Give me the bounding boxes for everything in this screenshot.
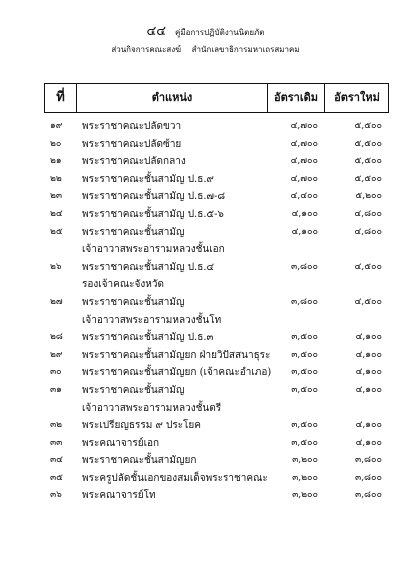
row-new-rate: ๕,๕๐๐ xyxy=(354,173,382,184)
row-position: พระราชาคณะชั้นสามัญยก (เจ้าคณะอำเภอ) xyxy=(82,367,272,379)
row-new-rate: ๕,๕๐๐ xyxy=(354,156,382,167)
row-number: ๒๙ xyxy=(50,349,63,360)
row-position: พระราชาคณะชั้นสามัญ xyxy=(82,296,185,308)
organization-division: ส่วนกิจการคณะสงฆ์ xyxy=(111,45,182,54)
row-new-rate: ๔,๑๐๐ xyxy=(355,420,382,431)
row-position: พระราชาคณะชั้นสามัญ ป.ธ.๓ xyxy=(82,332,214,344)
row-position: พระคณาจารย์โท xyxy=(82,490,156,502)
table-row xyxy=(44,276,389,294)
row-position: พระราชาคณะชั้นสามัญ ป.ธ.๔ xyxy=(82,261,215,273)
row-position: พระราชาคณะชั้นสามัญยก ฝ่ายวิปัสสนาธุระ xyxy=(82,349,271,361)
row-old-rate: ๓,๒๐๐ xyxy=(292,490,318,501)
row-position: พระราชาคณะปลัดกลาง xyxy=(82,156,186,168)
row-number: ๒๑ xyxy=(50,156,62,167)
row-old-rate: ๔,๗๐๐ xyxy=(290,138,318,149)
row-new-rate: ๓,๘๐๐ xyxy=(355,472,382,483)
row-new-rate: ๔,๑๐๐ xyxy=(355,349,382,360)
row-position: พระราชาคณะชั้นสามัญ ป.ธ.๗-๘ xyxy=(82,191,226,203)
row-number: ๓๕ xyxy=(50,472,63,483)
row-old-rate: ๔,๗๐๐ xyxy=(290,173,318,184)
table-row xyxy=(44,171,389,189)
row-old-rate: ๓,๒๐๐ xyxy=(292,455,318,466)
row-position: เจ้าอาวาสพระอารามหลวงชั้นตรี xyxy=(82,402,222,414)
organization-line xyxy=(0,46,411,54)
row-new-rate: ๔,๑๐๐ xyxy=(355,384,382,395)
row-position: พระเปรียญธรรม ๙ ประโยค xyxy=(82,420,201,432)
table-row xyxy=(44,188,389,206)
row-old-rate: ๓,๕๐๐ xyxy=(291,367,318,378)
row-position: พระราชาคณะปลัดซ้าย xyxy=(82,138,182,150)
table-row xyxy=(44,364,389,382)
row-number: ๒๒ xyxy=(50,173,62,184)
row-position: เจ้าอาวาสพระอารามหลวงชั้นโท xyxy=(82,314,222,326)
organization-office: สำนักเลขาธิการมหาเถรสมาคม xyxy=(191,45,300,54)
row-position: พระราชาคณะชั้นสามัญ xyxy=(82,384,185,396)
page-header xyxy=(0,25,411,38)
table-row xyxy=(44,294,389,312)
table-row xyxy=(44,259,389,277)
row-old-rate: ๔,๗๐๐ xyxy=(290,156,318,167)
row-number: ๓๓ xyxy=(50,437,63,448)
row-number: ๒๗ xyxy=(50,296,63,307)
row-new-rate: ๓,๘๐๐ xyxy=(355,455,382,466)
document-title: คู่มือการปฏิบัติงานนิตยภัต xyxy=(175,28,265,37)
column-header-position: ตำแหน่ง xyxy=(77,84,268,112)
row-old-rate: ๓,๘๐๐ xyxy=(291,261,318,272)
row-old-rate: ๓,๕๐๐ xyxy=(291,332,318,343)
table-row xyxy=(44,312,389,330)
row-new-rate: ๔,๘๐๐ xyxy=(354,226,382,237)
table-row xyxy=(44,400,389,418)
table-row xyxy=(44,452,389,470)
row-new-rate: ๓,๘๐๐ xyxy=(355,490,382,501)
row-old-rate: ๓,๕๐๐ xyxy=(291,420,318,431)
table-row xyxy=(44,136,389,154)
row-new-rate: ๕,๒๐๐ xyxy=(355,191,382,202)
row-number: ๓๒ xyxy=(50,420,63,431)
table-row xyxy=(44,153,389,171)
row-position: พระคณาจารย์เอก xyxy=(82,437,160,449)
row-old-rate: ๔,๔๐๐ xyxy=(290,191,318,202)
table-row xyxy=(44,470,389,488)
row-new-rate: ๔,๘๐๐ xyxy=(354,208,382,219)
row-old-rate: ๓,๕๐๐ xyxy=(291,384,318,395)
table-row xyxy=(44,206,389,224)
row-old-rate: ๔,๗๐๐ xyxy=(290,121,318,131)
table-header xyxy=(44,83,389,113)
table-body xyxy=(44,118,389,505)
column-header-old-rate: อัตราเดิม xyxy=(268,84,325,112)
row-number: ๒๔ xyxy=(50,208,63,219)
row-old-rate: ๓,๕๐๐ xyxy=(291,437,318,448)
table-row xyxy=(44,382,389,400)
row-position: พระครูปลัดชั้นเอกของสมเด็จพระราชาคณะ xyxy=(82,472,268,484)
table-row xyxy=(44,118,389,136)
row-new-rate: ๔,๕๐๐ xyxy=(354,261,382,272)
row-number: ๓๐ xyxy=(50,367,62,378)
table-row xyxy=(44,329,389,347)
row-number: ๒๖ xyxy=(50,261,62,272)
table-row xyxy=(44,241,389,259)
row-position: พระราชาคณะชั้นสามัญ ป.ธ.๕-๖ xyxy=(82,208,224,220)
row-old-rate: ๓,๒๐๐ xyxy=(292,472,318,483)
table-row xyxy=(44,417,389,435)
row-old-rate: ๓,๘๐๐ xyxy=(291,296,318,307)
row-number: ๓๖ xyxy=(50,490,62,501)
row-position: พระราชาคณะปลัดขวา xyxy=(82,121,182,132)
row-new-rate: ๔,๑๐๐ xyxy=(355,437,382,448)
row-old-rate: ๔,๑๐๐ xyxy=(291,208,318,219)
row-number: ๒๕ xyxy=(50,226,63,237)
row-old-rate: ๔,๑๐๐ xyxy=(291,226,318,237)
row-new-rate: ๕,๕๐๐ xyxy=(354,121,382,131)
row-number: ๒๐ xyxy=(50,138,62,149)
row-number: ๑๙ xyxy=(50,121,63,131)
table-row xyxy=(44,487,389,505)
row-position: รองเจ้าคณะจังหวัด xyxy=(82,279,164,291)
row-new-rate: ๔,๕๐๐ xyxy=(354,296,382,307)
table-row xyxy=(44,435,389,453)
table-row xyxy=(44,224,389,242)
row-position: พระราชาคณะชั้นสามัญ xyxy=(82,226,185,238)
row-number: ๒๓ xyxy=(50,191,63,202)
row-new-rate: ๔,๑๐๐ xyxy=(355,332,382,343)
column-header-new-rate: อัตราใหม่ xyxy=(334,91,380,104)
row-number: ๓๔ xyxy=(50,455,63,466)
row-number: ๓๑ xyxy=(50,384,62,395)
table-row xyxy=(44,347,389,365)
row-new-rate: ๔,๑๐๐ xyxy=(355,367,382,378)
row-position: พระราชาคณะชั้นสามัญ ป.ธ.๙ xyxy=(82,173,214,185)
row-number: ๒๘ xyxy=(50,332,63,343)
row-position: เจ้าอาวาสพระอารามหลวงชั้นเอก xyxy=(82,244,225,256)
column-header-no: ที่ xyxy=(45,84,77,112)
row-position: พระราชาคณะชั้นสามัญยก xyxy=(82,455,197,467)
row-old-rate: ๓,๕๐๐ xyxy=(291,349,318,360)
page-number: ๔๔ xyxy=(146,24,167,39)
row-new-rate: ๕,๕๐๐ xyxy=(354,138,382,149)
